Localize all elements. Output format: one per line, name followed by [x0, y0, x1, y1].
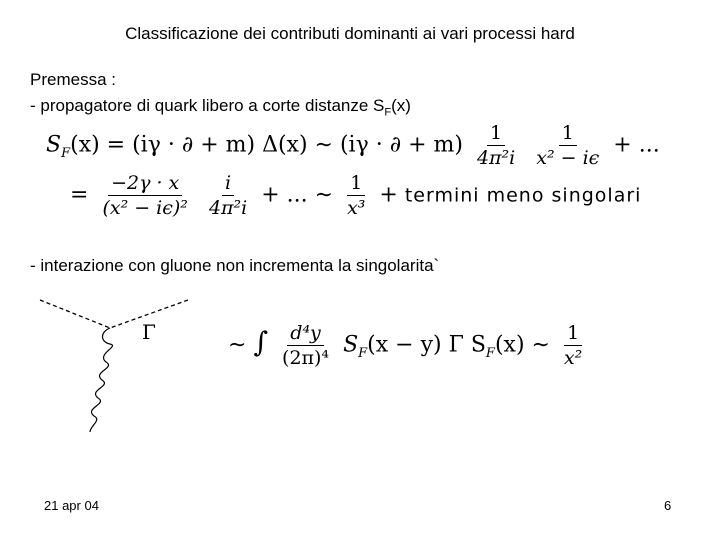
eq3-frac2-den: x²: [563, 347, 583, 369]
page-number: 6: [664, 498, 672, 513]
eq3-body2-sub: F: [485, 345, 495, 361]
equation-vertex: [228, 322, 589, 369]
eq2-frac3-num: 1: [347, 172, 365, 196]
bullet-propagator: [30, 96, 411, 118]
equation-propagator: [46, 122, 660, 169]
bullet-propagator-sub: F: [384, 106, 392, 119]
eq2-frac2-num: i: [222, 172, 234, 196]
eq1-frac2-num: 1: [559, 122, 577, 146]
eq1-frac2-den: x² − iϵ: [536, 147, 600, 169]
eq3-body1-sub: F: [358, 345, 368, 361]
eq3-frac2: [561, 322, 585, 369]
eq3-frac1-den: (2π)⁴: [282, 347, 330, 369]
eq2-frac2: [206, 172, 250, 219]
eq2-frac3: [344, 172, 368, 219]
slide-title: Classificazione dei contributi dominanti ai vari processi hard: [125, 24, 575, 43]
bullet-propagator-suffix: (x): [391, 96, 411, 115]
eq2-frac1-den: (x² − iϵ)²: [102, 197, 188, 219]
footer-date: 21 apr 04: [44, 498, 99, 513]
eq3-body2-arg: (x) ∼: [494, 332, 550, 358]
eq1-frac1: [474, 122, 518, 169]
eq2-text: termini meno singolari: [404, 184, 642, 207]
gluon-line: [90, 328, 112, 432]
eq2-frac1-num: −2γ · x: [108, 172, 182, 196]
eq2-mid: + ... ∼: [261, 182, 334, 208]
vertex-label: Γ: [142, 320, 156, 344]
eq2-frac1: [99, 172, 191, 219]
fermion-line-left: [40, 300, 110, 328]
eq1-frac1-num: 1: [487, 122, 505, 146]
eq1-lhs-sub: F: [61, 145, 71, 161]
eq3-sim: ∼: [228, 332, 247, 358]
eq1-tail: + ...: [613, 132, 660, 158]
eq3-frac2-num: 1: [564, 322, 582, 346]
eq2-frac3-den: x³: [347, 197, 366, 219]
eq2-frac2-den: 4π²i: [208, 197, 248, 219]
eq2-plus: +: [379, 182, 398, 208]
bullet-gluon: - interazione con gluone non incrementa la singolarita`: [30, 256, 440, 275]
equation-expansion: [70, 172, 641, 219]
eq1-lhs: S: [46, 132, 62, 158]
eq3-frac1: [279, 322, 332, 369]
eq3-body1-arg: (x − y) Γ S: [367, 332, 486, 358]
eq2-equals: =: [70, 182, 89, 208]
eq3-frac1-num: d⁴y: [287, 322, 324, 346]
premessa-label: Premessa :: [30, 70, 116, 89]
eq1-frac1-den: 4π²i: [476, 147, 516, 169]
eq3-body1: S: [343, 332, 359, 358]
eq1-lhs-arg: (x) = (iγ · ∂ + m) Δ(x) ∼ (iγ · ∂ + m): [70, 132, 463, 158]
eq1-frac2: [533, 122, 602, 169]
bullet-propagator-text: - propagatore di quark libero a corte distanze S: [30, 96, 385, 115]
eq3-integral: ∫: [253, 325, 269, 359]
feynman-diagram: [38, 294, 198, 444]
